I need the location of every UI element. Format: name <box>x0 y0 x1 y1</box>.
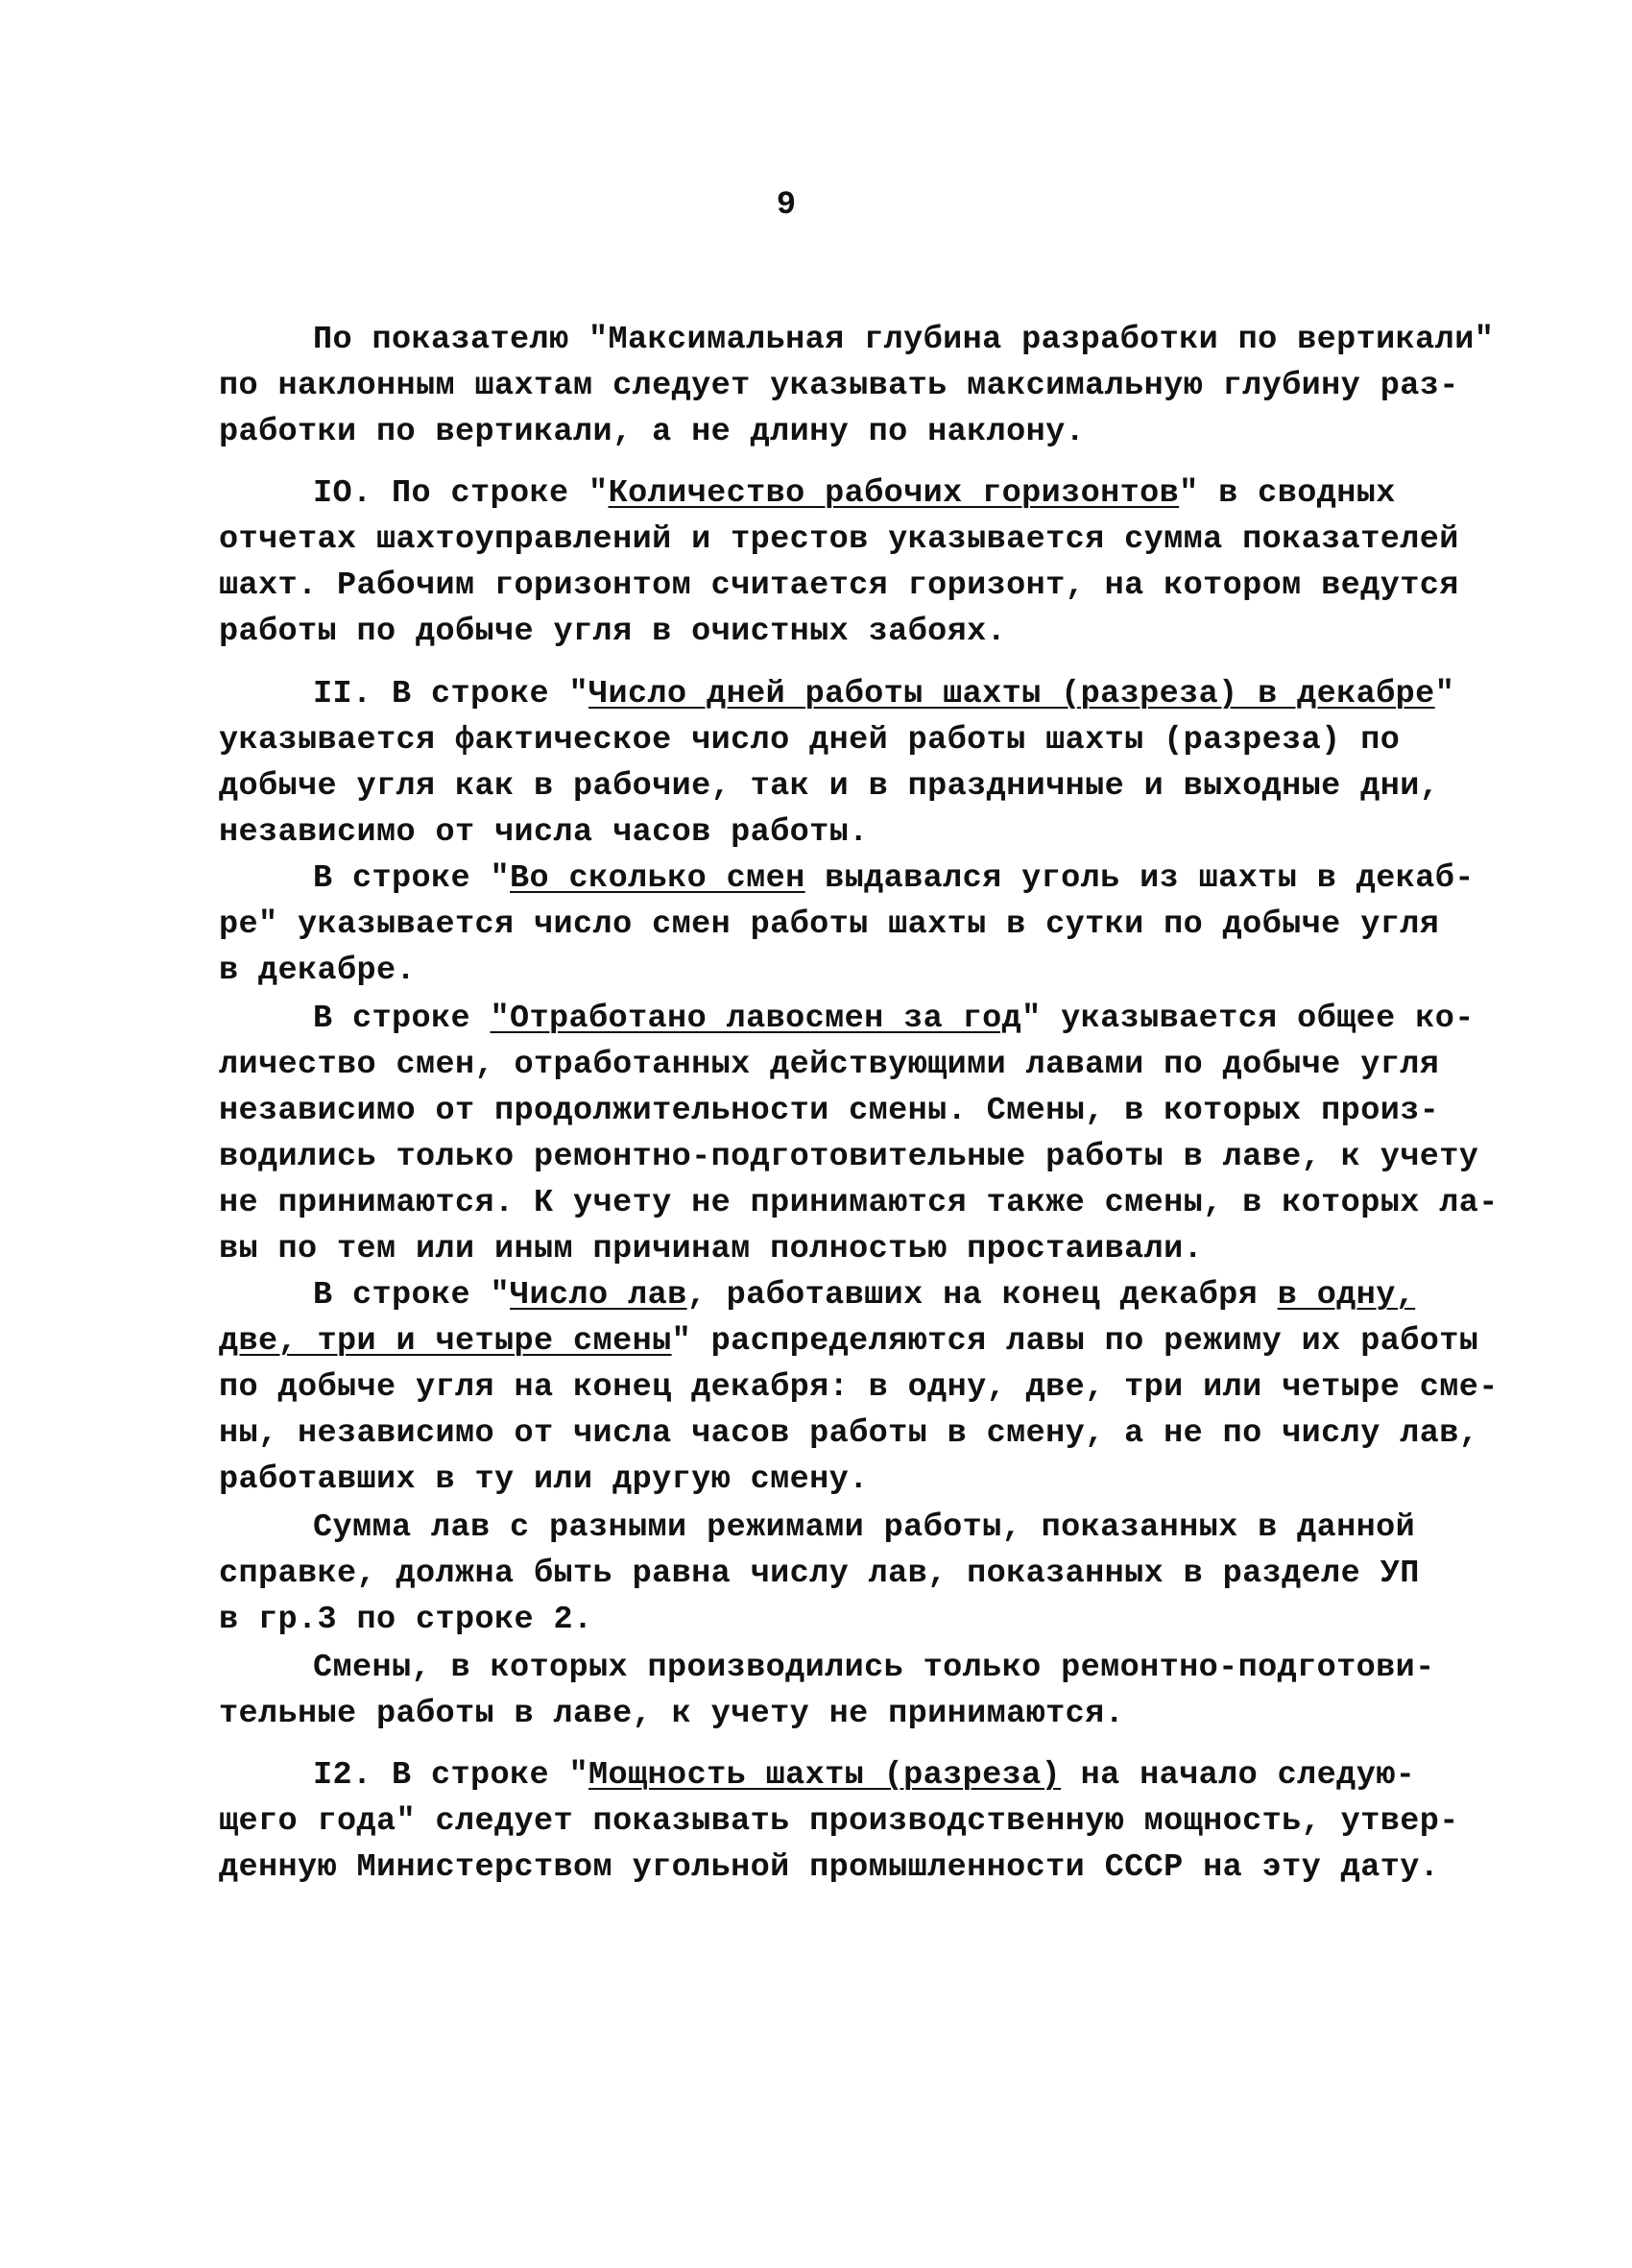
text-line: личество смен, отработанных действующими лавами по добыче угля <box>219 1047 1440 1083</box>
text-line: две, три и четыре смены" распределяются лавы по режиму их работы <box>219 1323 1479 1360</box>
text-line: ны, независимо от числа часов работы в смену, а не по числу лав, <box>219 1415 1479 1452</box>
text-line: По показателю "Максимальная глубина разработки по вертикали" <box>313 322 1495 358</box>
text-line: независимо от продолжительности смены. Смены, в которых произ- <box>219 1093 1440 1129</box>
text-line: не принимаются. К учету не принимаются также смены, в которых ла- <box>219 1185 1499 1221</box>
text-line: щего года" следует показывать производственную мощность, утвер- <box>219 1803 1459 1840</box>
text-line: по наклонным шахтам следует указывать максимальную глубину раз- <box>219 368 1459 404</box>
text-line: В строке "Во сколько смен выдавался уголь из шахты в декаб- <box>313 860 1475 897</box>
page-number: 9 <box>776 187 797 224</box>
text-line: справке, должна быть равна числу лав, показанных в разделе УП <box>219 1556 1420 1592</box>
text-line: шахт. Рабочим горизонтом считается горизонт, на котором ведутся <box>219 567 1459 604</box>
text-line: II. В строке "Число дней работы шахты (разреза) в декабре" <box>313 676 1455 712</box>
text-line: IO. По строке "Количество рабочих горизонтов" в сводных <box>313 475 1396 512</box>
text-line: тельные работы в лаве, к учету не принимаются. <box>219 1696 1125 1732</box>
text-line: в гр.3 по строке 2. <box>219 1602 593 1638</box>
text-line: по добыче угля на конец декабря: в одну, две, три или четыре сме- <box>219 1369 1499 1406</box>
text-line: в декабре. <box>219 953 417 989</box>
text-line: вы по тем или иным причинам полностью простаивали. <box>219 1231 1204 1267</box>
text-line: I2. В строке "Мощность шахты (разреза) на начало следую- <box>313 1757 1416 1794</box>
text-line: работавших в ту или другую смену. <box>219 1461 869 1498</box>
text-line: работки по вертикали, а не длину по наклону. <box>219 414 1086 450</box>
text-line: независимо от числа часов работы. <box>219 814 869 851</box>
text-line: В строке "Число лав, работавших на конец декабря в одну, <box>313 1277 1416 1314</box>
text-line: денную Министерством угольной промышленности СССР на эту дату. <box>219 1849 1440 1886</box>
text-line: Сумма лав с разными режимами работы, показанных в данной <box>313 1509 1416 1546</box>
text-line: ре" указывается число смен работы шахты в сутки по добыче угля <box>219 906 1440 943</box>
text-line: добыче угля как в рабочие, так и в праздничные и выходные дни, <box>219 768 1440 805</box>
text-line: отчетах шахтоуправлений и трестов указывается сумма показателей <box>219 521 1459 558</box>
text-line: водились только ремонтно-подготовительные работы в лаве, к учету <box>219 1139 1479 1175</box>
text-line: указывается фактическое число дней работы шахты (разреза) по <box>219 722 1401 759</box>
text-line: Смены, в которых производились только ремонтно-подготови- <box>313 1650 1435 1686</box>
text-line: В строке "Отработано лавосмен за год" указывается общее ко- <box>313 1001 1475 1037</box>
text-line: работы по добыче угля в очистных забоях. <box>219 614 1007 650</box>
